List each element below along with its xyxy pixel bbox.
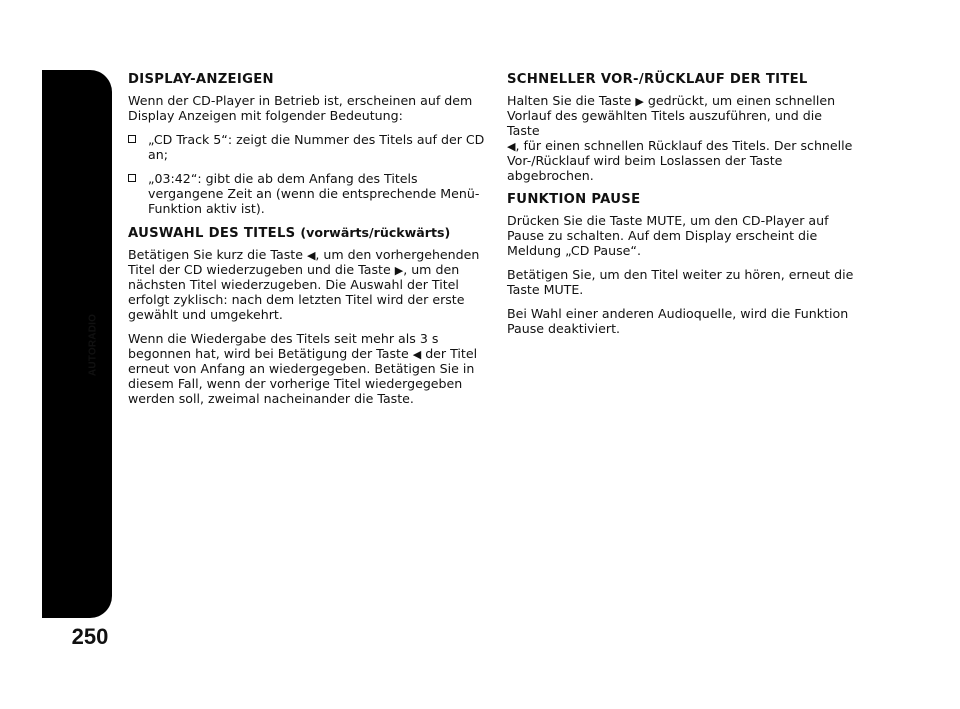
text-run: Halten Sie die Taste <box>507 93 636 108</box>
schnell-heading: SCHNELLER VOR-/RÜCKLAUF DER TITEL <box>507 72 808 87</box>
text-run: Wenn die Wiedergabe des Titels seit mehr als 3 s begonnen hat, wird bei Betätigung der Taste <box>128 331 439 361</box>
pause-heading: FUNKTION PAUSE <box>507 192 641 207</box>
auswahl-paragraph-2 <box>128 331 488 406</box>
auswahl-paragraph-1 <box>128 247 488 322</box>
right-arrow-icon: ▶ <box>394 264 404 277</box>
schnell-paragraph <box>507 93 857 183</box>
pause-paragraph-3: Bei Wahl einer anderen Audioquelle, wird die Funktion Pause deaktiviert. <box>507 306 849 336</box>
left-column <box>128 72 488 415</box>
list-item-text: „CD Track 5“: zeigt die Nummer des Titels auf der CD an; <box>148 132 485 162</box>
auswahl-heading-main: AUSWAHL DES TITELS <box>128 226 296 241</box>
chapter-sidebar <box>42 70 112 618</box>
chapter-label: AUTORADIO <box>87 313 99 377</box>
display-intro: Wenn der CD-Player in Betrieb ist, erscheinen auf dem Display Anzeigen mit folgender Bedeutung: <box>128 93 473 123</box>
left-arrow-icon: ◀ <box>306 249 316 262</box>
right-column <box>507 72 857 345</box>
auswahl-heading-sub: (vorwärts/rückwärts) <box>300 225 451 240</box>
text-run: gedrückt, um einen schnellen Vorlauf des gewählten Titels auszuführen, und die Taste <box>507 93 836 138</box>
list-item <box>128 171 488 216</box>
page-number: 250 <box>71 624 109 649</box>
checkbox-bullet-icon <box>128 135 136 143</box>
left-arrow-icon: ◀ <box>412 348 422 361</box>
right-arrow-icon: ▶ <box>635 95 644 108</box>
text-run: , um den nächsten Titel wiederzugeben. Die Auswahl der Titel erfolgt zyklisch: nach dem letzten Titel wird der erste gewählt und umgekehrt. <box>128 262 465 322</box>
list-item <box>128 132 488 162</box>
list-item-text: „03:42“: gibt die ab dem Anfang des Titels vergangene Zeit an (wenn die entsprechende Menü-Funktion aktiv ist). <box>148 171 480 216</box>
checkbox-bullet-icon <box>128 174 136 182</box>
pause-paragraph-1: Drücken Sie die Taste MUTE, um den CD-Player auf Pause zu schalten. Auf dem Display erscheint die Meldung „CD Pause“. <box>507 213 829 258</box>
left-arrow-icon: ◀ <box>507 140 516 153</box>
text-run: Betätigen Sie kurz die Taste <box>128 247 307 262</box>
auswahl-heading <box>128 225 488 241</box>
display-heading: DISPLAY-ANZEIGEN <box>128 72 274 87</box>
pause-paragraph-2: Betätigen Sie, um den Titel weiter zu hören, erneut die Taste MUTE. <box>507 267 854 297</box>
text-run: , um den vorhergehenden Titel der CD wiederzugeben und die Taste <box>128 247 480 277</box>
text-run: , für einen schnellen Rücklauf des Titels. Der schnelle Vor-/Rücklauf wird beim Loslassen der Taste abgebrochen. <box>507 138 853 183</box>
text-run: der Titel erneut von Anfang an wiedergegeben. Betätigen Sie in diesem Fall, wenn der vorherige Titel wiedergegeben werden soll, zweimal nacheinander die Taste. <box>128 346 478 406</box>
